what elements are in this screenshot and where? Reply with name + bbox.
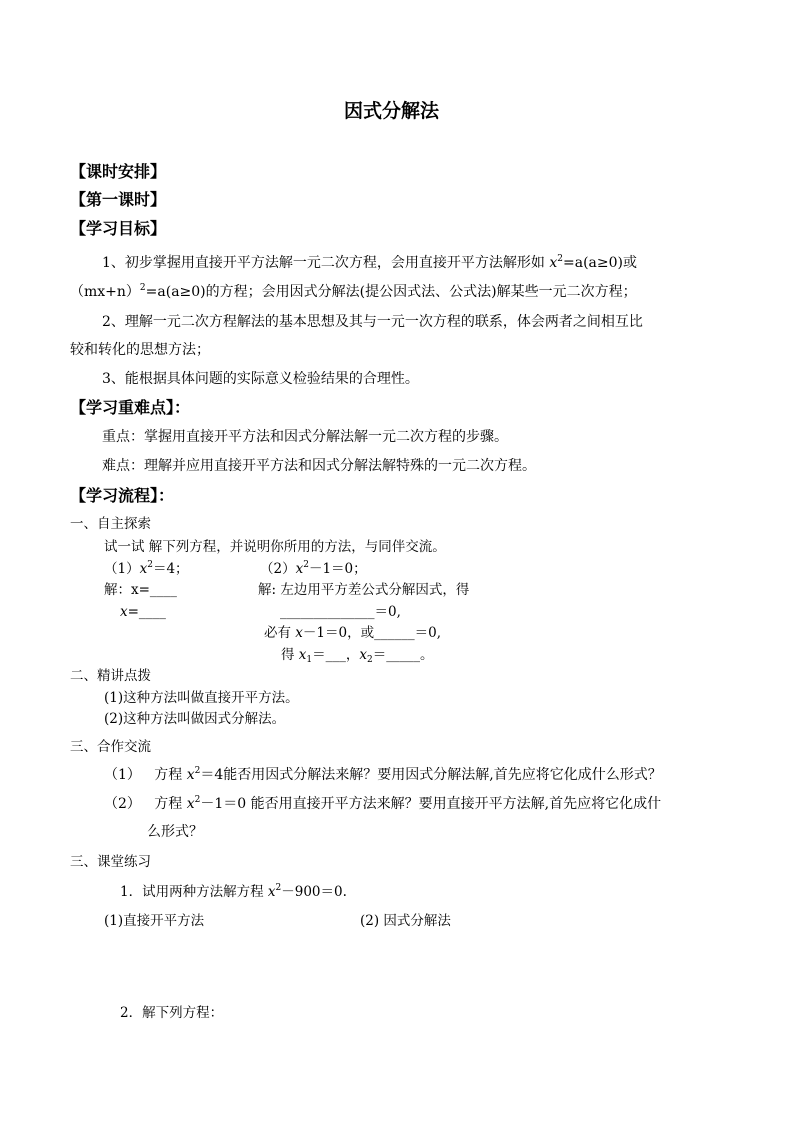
s4-method-1: (1)直接开平方法 bbox=[104, 913, 205, 929]
page-title: 因式分解法 bbox=[344, 100, 440, 122]
s4-exercise-2: 2．解下列方程： bbox=[120, 1005, 224, 1021]
s1-intro: 试一试 解下列方程，并说明你所用的方法，与同伴交流。 bbox=[104, 539, 446, 555]
s4-method-2: (2) 因式分解法 bbox=[360, 913, 451, 929]
s3-question-1: （1） 方程 $x^2=4$能否用因式分解法来解？要用因式分解法解,首先应将它化成什么形式？ bbox=[104, 766, 662, 783]
s3-heading: 三、合作交流 bbox=[70, 739, 151, 755]
s3-question-2: （2） 方程 $x^2-1=0$ 能否用直接开平方法来解？要用直接开平方法解,首先应将它化成什 bbox=[104, 795, 662, 812]
s2-line-2: (2)这种方法叫做因式分解法。 bbox=[104, 711, 286, 727]
key-focus: 重点：掌握用直接开平方法和因式分解法解一元二次方程的步骤。 bbox=[102, 429, 508, 445]
s1-factor-blank: ______________＝0, bbox=[280, 604, 401, 620]
goal-2-line-1: 2、理解一元二次方程解法的基本思想及其与一元一次方程的联系，体会两者之间相互比 bbox=[102, 314, 643, 330]
s1-x-blank: x=____ bbox=[120, 604, 166, 620]
header-goals: 【学习目标】 bbox=[70, 219, 167, 238]
s1-must-have: 必有 x－1＝0，或______＝0, bbox=[264, 625, 441, 641]
s3-question-2-cont: 么形式？ bbox=[147, 824, 203, 840]
s2-heading: 二、精讲点拨 bbox=[70, 668, 151, 684]
s1-solve-1: 解：x=____ bbox=[104, 582, 177, 598]
header-key-points: 【学习重难点】： bbox=[70, 398, 191, 417]
header-process: 【学习流程】： bbox=[70, 486, 175, 505]
s1-heading: 一、自主探索 bbox=[70, 516, 151, 532]
s1-problem-2: $(2)x^2-1=0$； bbox=[260, 560, 367, 577]
goal-1-line-1: 1、初步掌握用直接开平方法解一元二次方程，会用直接开平方法解形如 $x^2=a(a\ge 0)$或 bbox=[102, 254, 637, 271]
s1-solve-2: 解: 左边用平方差公式分解因式，得 bbox=[258, 582, 470, 598]
s2-line-1: (1)这种方法叫做直接开平方法。 bbox=[104, 690, 299, 706]
header-arrangement: 【课时安排】 bbox=[70, 162, 167, 181]
goal-1-line-2: $(mx+n)^2=a(a\ge 0)$的方程；会用因式分解法(提公因式法、公式法)解某些一元二次方程； bbox=[70, 283, 637, 300]
header-first-lesson: 【第一课时】 bbox=[70, 190, 167, 209]
s1-result: 得 $x_1=\_\_\_$，$x_2=\_\_\_\_\_$。 bbox=[281, 647, 434, 665]
s4-heading: 三、课堂练习 bbox=[70, 854, 151, 870]
key-difficulty: 难点：理解并应用直接开平方法和因式分解法解特殊的一元二次方程。 bbox=[102, 458, 536, 474]
goal-2-line-2: 较和转化的思想方法； bbox=[70, 342, 210, 358]
goal-3: 3、能根据具体问题的实际意义检验结果的合理性。 bbox=[102, 371, 419, 387]
s1-problem-1: $(1)x^2=4$； bbox=[104, 560, 189, 577]
s4-exercise-1: 1．试用两种方法解方程 $x^2-900=0$. bbox=[120, 883, 347, 900]
